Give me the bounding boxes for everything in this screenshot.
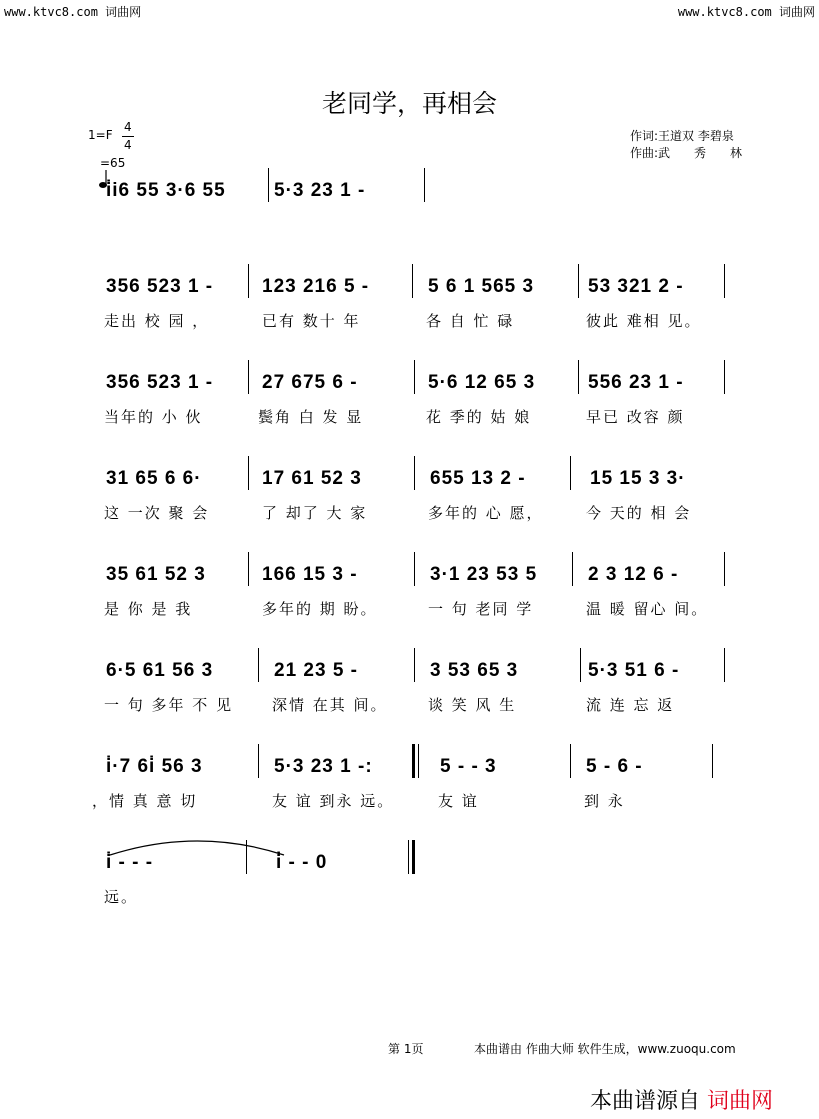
notes: i̇ - - - [106, 852, 154, 873]
barline [724, 264, 725, 298]
composer-credit: 作曲:武 秀 林 [630, 146, 743, 160]
lyrics: 花 季的 姑 娘 [426, 408, 532, 426]
notes: 5 - 6 - [586, 756, 643, 777]
barline [712, 744, 713, 778]
notes: 35 61 52 3 [106, 564, 206, 585]
notes: 5·3 23 1 -: [274, 756, 373, 777]
source-label [590, 1084, 773, 1115]
source-prefix: 本曲谱源自 [590, 1089, 701, 1114]
header-right-watermark: www.ktvc8.com 词曲网 [677, 5, 815, 19]
barline [414, 552, 415, 586]
lyrics: 一 句 多年 不 见 [104, 696, 234, 714]
barline [248, 360, 249, 394]
lyrics: 友 谊 [438, 792, 479, 810]
lyrics: 温 暖 留心 间。 [586, 600, 709, 618]
notes: 356 523 1 - [106, 276, 214, 297]
time-sig-bottom: 4 [124, 138, 132, 152]
source-site-link[interactable]: 词曲网 [707, 1089, 774, 1114]
barline [246, 840, 247, 874]
time-sig-top: 4 [124, 120, 132, 134]
lyrics: 鬓角 白 发 显 [258, 408, 364, 426]
lyrics: 到 永 [584, 792, 625, 810]
notes: 5 6 1 565 3 [428, 276, 535, 297]
lyrics: 谈 笑 风 生 [428, 696, 517, 714]
lyrics: 远。 [104, 888, 139, 906]
barline [424, 168, 425, 202]
page-title: 老同学，再相会 [321, 89, 497, 118]
lyrics: 早已 改容 颜 [586, 408, 685, 426]
lyrics: 多年的 心 愿， [428, 504, 544, 522]
notes: 2 3 12 6 - [588, 564, 679, 585]
notes: 655 13 2 - [430, 468, 526, 489]
barline [578, 360, 579, 394]
barline [570, 456, 571, 490]
lyrics: 多年的 期 盼。 [262, 600, 378, 618]
notes: 17 61 52 3 [262, 468, 362, 489]
notes: 31 65 6 6· [106, 468, 202, 489]
notes: i̇·7 6i̇ 56 3 [106, 756, 203, 777]
repeat-barline [412, 744, 415, 778]
time-sig-line [122, 136, 134, 137]
lyrics: 流 连 忘 返 [586, 696, 675, 714]
notes: 5·3 23 1 - [274, 180, 366, 201]
notes: 5 - - 3 [440, 756, 497, 777]
notes: 556 23 1 - [588, 372, 684, 393]
barline [724, 552, 725, 586]
notes: i̇ - - 0 [276, 852, 328, 873]
barline [258, 648, 259, 682]
lyrics: 各 自 忙 碌 [426, 312, 515, 330]
lyrics: 深情 在其 间。 [272, 696, 388, 714]
lyrics: 了 却了 大 家 [262, 504, 368, 522]
barline [724, 648, 725, 682]
notes: 6·5 61 56 3 [106, 660, 214, 681]
barline [412, 264, 413, 298]
barline [268, 168, 269, 202]
barline [414, 648, 415, 682]
barline [258, 744, 259, 778]
lyrics: 已有 数十 年 [262, 312, 361, 330]
barline [248, 456, 249, 490]
barline [570, 744, 571, 778]
barline [580, 648, 581, 682]
final-barline [412, 840, 415, 874]
lyrics: 彼此 难相 见。 [586, 312, 702, 330]
lyricist-credit: 作词:王道双 李碧泉 [630, 129, 734, 143]
notes: 123 216 5 - [262, 276, 370, 297]
barline [724, 360, 725, 394]
notes: 3·1 23 53 5 [430, 564, 538, 585]
notes: 21 23 5 - [274, 660, 358, 681]
lyrics: 今 天的 相 会 [586, 504, 692, 522]
lyrics: 当年的 小 伙 [104, 408, 203, 426]
notes: i̇i6 55 3·6 55 [106, 180, 226, 201]
generator-note: 本曲谱由 作曲大师 软件生成，www.zuoqu.com [474, 1042, 736, 1056]
notes: 5·3 51 6 - [588, 660, 680, 681]
notes: 166 15 3 - [262, 564, 358, 585]
notes: 3 53 65 3 [430, 660, 519, 681]
lyrics: 这 一次 聚 会 [104, 504, 210, 522]
lyrics: 一 句 老同 学 [428, 600, 534, 618]
barline [414, 456, 415, 490]
notes: 27 675 6 - [262, 372, 358, 393]
barline [572, 552, 573, 586]
lyrics: 友 谊 到永 远。 [272, 792, 395, 810]
header-left-watermark: www.ktvc8.com 词曲网 [4, 5, 142, 19]
barline [248, 552, 249, 586]
lyrics: ，情 真 意 切 [92, 792, 198, 810]
page-number: 第 1页 [388, 1042, 424, 1056]
notes: 5·6 12 65 3 [428, 372, 536, 393]
notes: 53 321 2 - [588, 276, 684, 297]
lyrics: 是 你 是 我 [104, 600, 193, 618]
barline [408, 840, 409, 874]
notes: 356 523 1 - [106, 372, 214, 393]
barline [578, 264, 579, 298]
lyrics: 走出 校 园 ， [104, 312, 210, 330]
barline [414, 360, 415, 394]
barline [418, 744, 419, 778]
tempo-marking: =65 [100, 156, 126, 170]
notes: 15 15 3 3· [590, 468, 686, 489]
barline [248, 264, 249, 298]
key-signature: 1=F [88, 128, 113, 142]
